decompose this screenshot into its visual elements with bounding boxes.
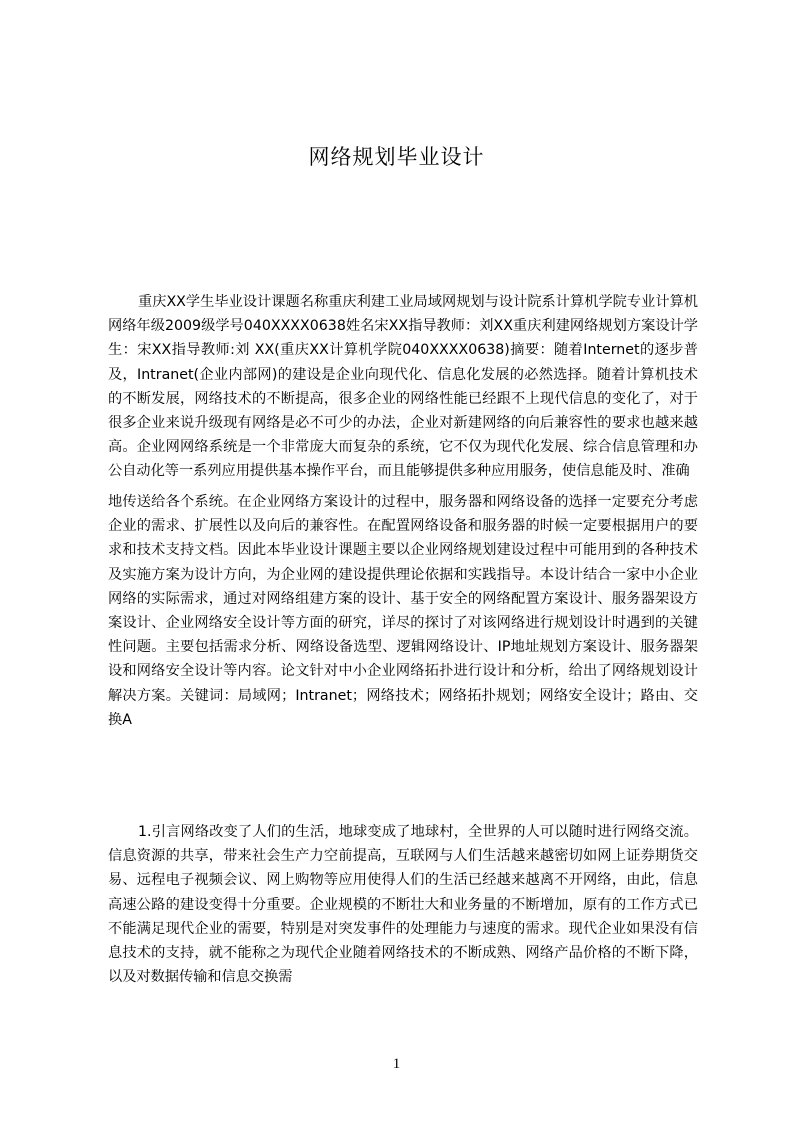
abstract-paragraph: 重庆XX学生毕业设计课题名称重庆利建工业局域网规划与设计院系计算机学院专业计算机网络年级2009级学号040XXXX0638姓名宋XX指导教师：刘XX重庆利建网络规划方案设计学生：宋XX指导教师:刘 XX(重庆XX计算机学院040XXXX0638)摘要：随着Internet的逐步普及，Intranet(企业内部网)的建设是企业向现代化、信息化发展的必然选择。随着计算机技术的不断发展，网络技术的不断提高，很多企业的网络性能已经跟不上现代信息的变化了，对于很多企业来说升级现有网络是必不可少的办法，企业对新建网络的向后兼容性的要求也越来越高。企业网网络系统是一个非常庞大而复杂的系统，它不仅为现代化发展、综合信息管理和办公自动化等一系列应用提供基本操作平台，而且能够提供多种应用服务，使信息能及时、准确 [108,294,698,480]
abstract-paragraph-continued: 地传送给各个系统。在企业网络方案设计的过程中，服务器和网络设备的选择一定要充分考虑企业的需求、扩展性以及向后的兼容性。在配置网络设备和服务器的时候一定要根据用户的要求和技术支持文档。因此本毕业设计课题主要以企业网络规划建设过程中可能用到的各种技术及实施方案为设计方向，为企业网的建设提供理论依据和实践指导。本设计结合一家中小企业网络的实际需求，通过对网络组建方案的设计、基于安全的网络配置方案设计、服务器架设方案设计、企业网络安全设计等方面的研究，详尽的探讨了对该网络进行规划设计时遇到的关键性问题。主要包括需求分析、网络设备选型、逻辑网络设计、IP地址规划方案设计、服务器架设和网络安全设计等内容。论文针对中小企业网络拓扑进行设计和分析，给出了网络规划设计解决方案。关键词：局域网；Intranet；网络技术；网络拓扑规划；网络安全设计；路由、交换A [108,494,698,728]
page-number: 1 [392,1056,401,1072]
document-title: 网络规划毕业设计 [308,145,485,169]
introduction-paragraph: 1.引言网络改变了人们的生活，地球变成了地球村，全世界的人可以随时进行网络交流。信息资源的共享，带来社会生产力空前提高，互联网与人们生活越来越密切如网上证券期货交易、远程电子视频会议、网上购物等应用使得人们的生活已经越来越离不开网络，由此，信息高速公路的建设变得十分重要。企业规模的不断壮大和业务量的不断增加，原有的工作方式已不能满足现代企业的需要，特别是对突发事件的处理能力与速度的需求。现代企业如果没有信息技术的支持，就不能称之为现代企业随着网络技术的不断成熟、网络产品价格的不断下降，以及对数据传输和信息交换需 [108,824,698,986]
